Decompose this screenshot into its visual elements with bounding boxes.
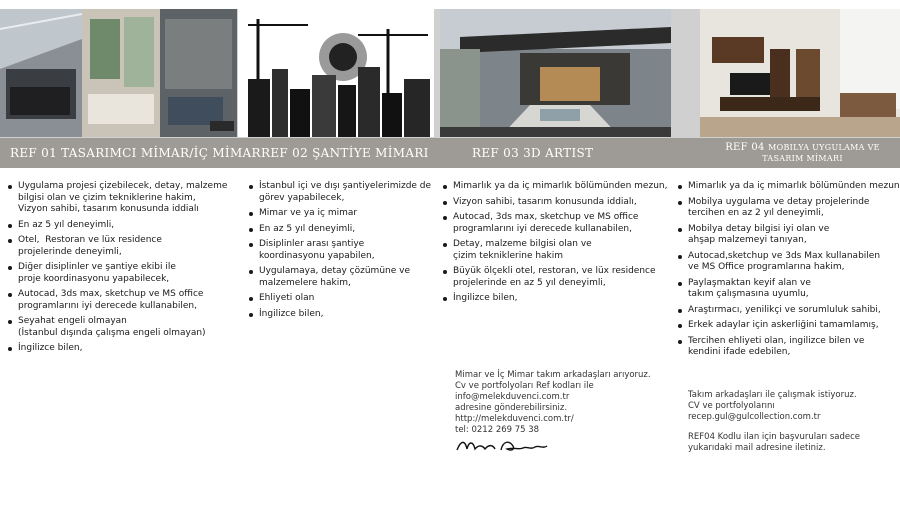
requirement-item: Büyük ölçekli otel, restoran, ve lüx residence projelerinde en az 5 yıl deneyimli, xyxy=(443,266,667,289)
requirement-item: Tercihen ehliyeti olan, ingilizce bilen ve kendini ifade edebilen, xyxy=(678,336,900,359)
melek-email-link[interactable]: info@melekduvenci.com.tr xyxy=(455,392,570,402)
requirement-item: Mobilya detay bilgisi iyi olan ve ahşap malzemeyi tanıyan, xyxy=(678,224,900,247)
requirement-item: Detay, malzeme bilgisi olan ve çizim tekniklerine hakim xyxy=(443,239,667,262)
requirement-item: Mobilya uygulama ve detay projelerinde tercihen en az 2 yıl deneyimli, xyxy=(678,197,900,220)
requirement-item: Vizyon sahibi, tasarım konusunda iddialı, xyxy=(443,197,667,209)
requirement-item: Autocad,sketchup ve 3ds Max kullanabilen ve MS Office programlarına hakim, xyxy=(678,251,900,274)
ref04-requirements xyxy=(678,181,900,363)
ref04-furniture-interior xyxy=(700,9,900,137)
ref03-3d-render xyxy=(440,9,671,137)
requirement-item: Autocad, 3ds max, sketchup ve MS office programlarını iyi derecede kullanabilen, xyxy=(8,289,227,312)
requirement-item: Mimar ve ya iç mimar xyxy=(249,208,431,220)
ref01-requirements xyxy=(8,181,227,359)
ref02-requirements xyxy=(249,181,431,324)
melek-contact-line: adresine gönderebilirsiniz. xyxy=(455,403,568,413)
requirement-item: İngilizce bilen, xyxy=(249,309,431,321)
requirement-item: Diğer disiplinler ve şantiye ekibi ile proje koordinasyonu yapabilecek, xyxy=(8,262,227,285)
requirement-item: Otel, Restoran ve lüx residence projelerinde deneyimli, xyxy=(8,235,227,258)
ref01-title: REF 01 TASARIMCI MİMAR/İÇ MİMAR xyxy=(10,146,261,160)
ref04-title-code: REF 04 xyxy=(725,142,765,153)
requirement-item: En az 5 yıl deneyimli, xyxy=(249,224,431,236)
gul-contact-line: CV ve portfolyolarını xyxy=(688,401,775,411)
gul-note-line: REF04 Kodlu ilan için başvuruları sadece xyxy=(688,432,861,442)
requirement-item: Erkek adaylar için askerliğini tamamlamış, xyxy=(678,320,900,332)
ref04-title-line1: MOBILYA UYGULAMA VE xyxy=(768,143,880,152)
requirement-item: Seyahat engeli olmayan (İstanbul dışında çalışma engeli olmayan) xyxy=(8,316,227,339)
gul-note-line: yukarıdaki mail adresine iletiniz. xyxy=(688,443,826,453)
melek-contact-block xyxy=(455,370,651,436)
requirement-item: Mimarlık ya da iç mimarlık bölümünden mezun xyxy=(678,181,900,193)
gul-contact-line: Takım arkadaşları ile çalışmak istiyoruz. xyxy=(688,390,857,400)
requirement-item: Ehliyeti olan xyxy=(249,293,431,305)
ref01-interior-collage xyxy=(0,9,237,137)
ref04-title xyxy=(720,138,885,168)
melek-phone: tel: 0212 269 75 38 xyxy=(455,425,540,435)
gul-email-link[interactable]: recep.gul@gulcollection.com.tr xyxy=(688,412,821,422)
requirement-item: İngilizce bilen, xyxy=(8,343,227,355)
requirement-item: Uygulama projesi çizebilecek, detay, malzeme bilgisi olan ve çizim tekniklerine hakim, Vizyon sahibi, tasarım konusunda iddialı xyxy=(8,181,227,216)
requirement-item: İngilizce bilen, xyxy=(443,293,667,305)
requirement-item: İstanbul içi ve dışı şantiyelerimizde de görev yapabilecek, xyxy=(249,181,431,204)
melek-website-link[interactable]: http://melekduvenci.com.tr/ xyxy=(455,414,574,424)
requirement-item: Paylaşmaktan keyif alan ve takım çalışmasına uyumlu, xyxy=(678,278,900,301)
requirement-item: Mimarlık ya da iç mimarlık bölümünden mezun, xyxy=(443,181,667,193)
requirement-item: Araştırmacı, yenilikçi ve sorumluluk sahibi, xyxy=(678,305,900,317)
ref02-title: REF 02 ŞANTİYE MİMARI xyxy=(261,146,429,160)
requirement-item: Uygulamaya, detay çözümüne ve malzemelere hakim, xyxy=(249,266,431,289)
requirement-item: Autocad, 3ds max, sketchup ve MS office programlarını iyi derecede kullanabilen, xyxy=(443,212,667,235)
requirement-item: En az 5 yıl deneyimli, xyxy=(8,220,227,232)
melek-contact-line: Cv ve portfolyoları Ref kodları ile xyxy=(455,381,594,391)
ref02-construction-illustration xyxy=(238,9,434,137)
ref03-requirements xyxy=(443,181,667,309)
gul-contact-block xyxy=(688,390,860,454)
ref04-title-line2: TASARIM MİMARI xyxy=(762,154,843,163)
melek-contact-line: Mimar ve İç Mimar takım arkadaşları arıyoruz. xyxy=(455,370,651,380)
ref03-title: REF 03 3D ARTIST xyxy=(472,146,594,160)
requirement-item: Disiplinler arası şantiye koordinasyonu yapabilen, xyxy=(249,239,431,262)
melek-signature xyxy=(455,438,550,458)
